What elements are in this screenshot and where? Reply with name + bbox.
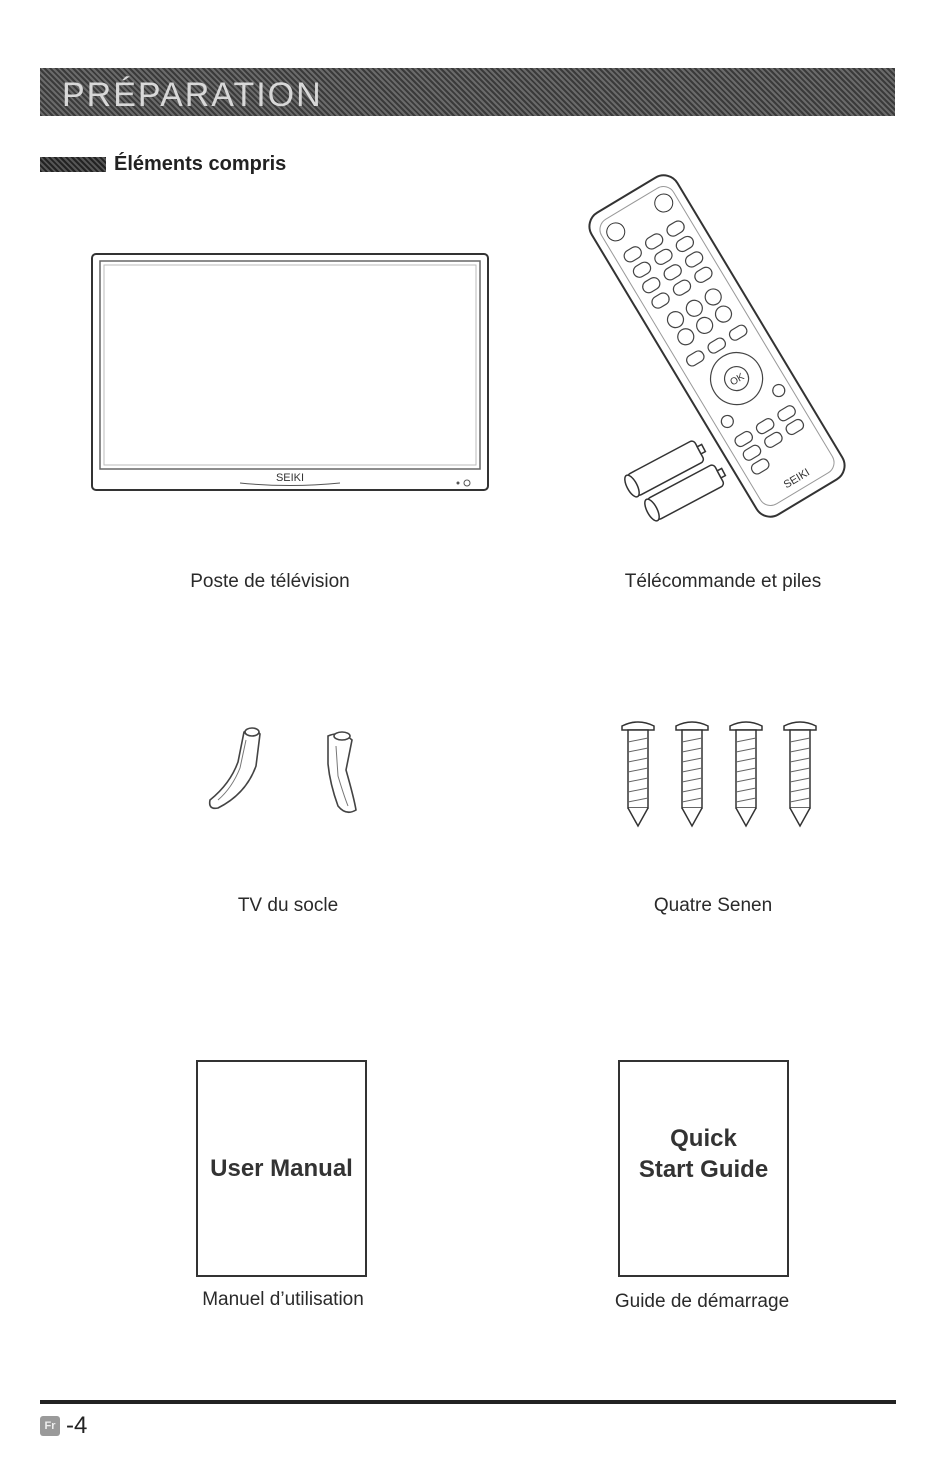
caption-stand: TV du socle xyxy=(237,895,339,916)
page-number: -4 xyxy=(66,1412,88,1439)
section-banner xyxy=(40,68,895,116)
remote-illustration xyxy=(592,168,842,528)
screws-illustration xyxy=(618,718,828,828)
caption-remote: Télécommande et piles xyxy=(624,571,822,592)
banner-title: PRÉPARATION xyxy=(62,76,323,114)
remote-ok-label: OK xyxy=(728,371,747,389)
remote-brand-logo: SEIKI xyxy=(781,466,812,492)
section-title: Éléments compris xyxy=(114,152,287,175)
tv-brand-logo: SEIKI xyxy=(275,472,305,484)
quick-start-guide-booklet xyxy=(618,1060,789,1277)
caption-manual: Manuel d’utilisation xyxy=(202,1289,364,1310)
battery-icon xyxy=(622,437,729,523)
section-heading xyxy=(40,152,286,176)
stand-feet-illustration xyxy=(196,718,376,828)
section-marker xyxy=(40,157,106,172)
tv-illustration xyxy=(90,252,490,494)
footer-rule xyxy=(40,1400,896,1404)
user-manual-booklet xyxy=(196,1060,367,1277)
caption-screws: Quatre Senen xyxy=(653,895,773,916)
caption-guide: Guide de démarrage xyxy=(614,1291,790,1312)
quick-start-cover-text: Quick Start Guide xyxy=(638,1124,769,1183)
user-manual-cover-text: User Manual xyxy=(210,1155,353,1182)
caption-tv: Poste de télévision xyxy=(190,571,350,592)
language-badge: Fr xyxy=(40,1416,60,1436)
page-footer xyxy=(40,1412,87,1440)
